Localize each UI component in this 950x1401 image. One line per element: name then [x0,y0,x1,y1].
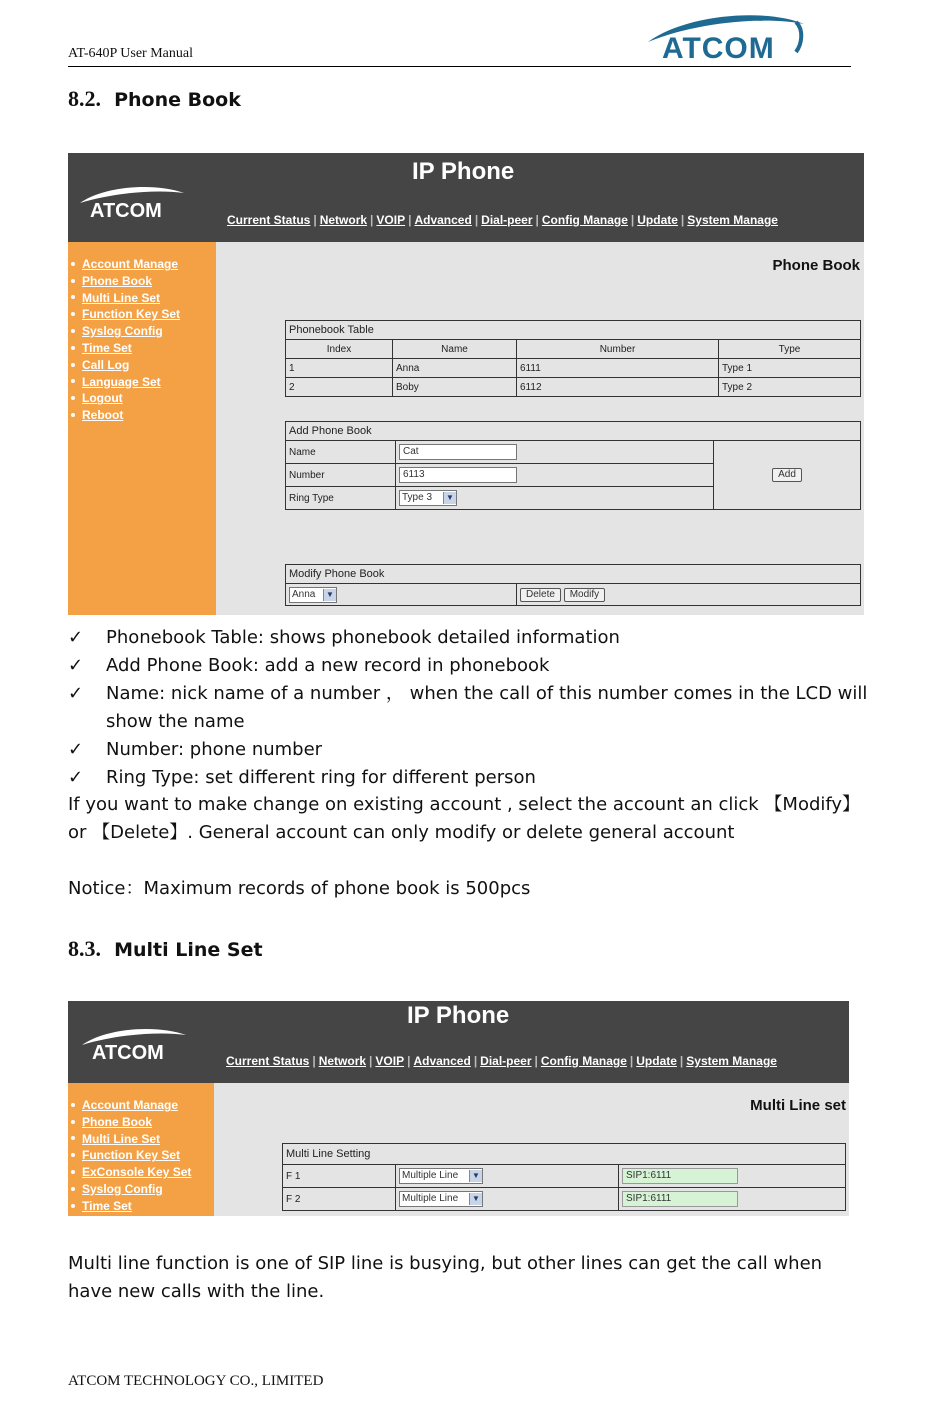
chevron-down-icon: ▼ [323,589,336,601]
add-button-cell [714,441,861,510]
sip-line-field[interactable]: SIP1:6111 [622,1191,738,1207]
bullet-icon [71,363,75,367]
entry-select[interactable] [289,587,337,603]
nav-update[interactable]: Update [636,1054,677,1068]
multi-line-caption: Multi Line Setting [283,1144,846,1165]
bullet-icon [71,413,75,417]
table-row[interactable] [286,378,861,397]
sidebar-item-account-manage[interactable]: Account Manage [68,256,216,273]
name-label: Name [286,441,396,464]
nav-separator: | [535,213,539,227]
bullet-icon [71,1120,75,1124]
name-input[interactable]: Cat [399,444,517,460]
bullet-icon [71,396,75,400]
modify-buttons-cell [517,584,861,606]
sidebar-item-phone-book[interactable]: Phone Book [68,1114,214,1131]
bullet-icon [71,329,75,333]
sidebar-item-phone-book[interactable]: Phone Book [68,273,216,290]
nav-separator: | [408,213,412,227]
bullet-icon [71,295,75,299]
brand-text: ATCOM [92,1042,164,1064]
nav-separator: | [679,1054,684,1068]
change-paragraph: If you want to make change on existing account , select the account an click 【Modify】or 【Delete】. General account can only modify or delete general account [68,794,861,843]
nav-separator: | [369,1054,373,1068]
ring-type-select[interactable] [399,490,457,506]
mode-cell [396,1188,619,1211]
sip-line-field[interactable]: SIP1:6111 [622,1168,738,1184]
nav-separator: | [534,1054,538,1068]
modify-button[interactable]: Modify [564,588,605,602]
section-title: Multi Line Set [114,939,263,961]
key-label: F 1 [283,1165,396,1188]
add-button[interactable]: Add [772,468,802,482]
sidebar-item-multi-line-set[interactable]: Multi Line Set [68,290,216,307]
multi-line-setting-table [282,1143,846,1211]
nav-voip[interactable]: VOIP [376,213,406,227]
ip-phone-title: IP Phone [412,158,515,185]
section-number: 8.3. [68,936,101,961]
sidebar-item-function-key-set[interactable]: Function Key Set [68,306,216,323]
sidebar-item-function-key-set[interactable]: Function Key Set [68,1147,214,1164]
cell-index: 1 [286,359,393,378]
cell-number: 6111 [517,359,719,378]
delete-button[interactable]: Delete [520,588,561,602]
nav-separator: | [473,1054,478,1068]
sidebar [68,242,216,615]
ring-type-value: Type 3 [402,492,433,503]
mode-cell [396,1165,619,1188]
add-phone-book-form [285,421,861,510]
top-nav [226,1054,777,1068]
ip-phone-title: IP Phone [407,1002,510,1029]
nav-update[interactable]: Update [637,213,678,227]
bullet-icon [71,279,75,283]
list-item-text: Phonebook Table: shows phonebook detailed information [106,627,620,648]
column-header-number: Number [517,340,719,359]
list-item-text: Add Phone Book: add a new record in phonebook [106,655,550,676]
add-form-caption: Add Phone Book [286,422,861,441]
phonebook-table-caption: Phonebook Table [286,321,861,340]
check-icon: ✓ [68,683,84,704]
bullet-icon [71,1187,75,1191]
modify-form-caption: Modify Phone Book [286,565,861,584]
list-item-text: Name: nick name of a number ， when the call of this number comes in the LCD will show the name [106,683,868,732]
nav-system-manage[interactable]: System Manage [687,213,778,227]
nav-separator: | [313,213,317,227]
sidebar-item-syslog-config[interactable]: Syslog Config [68,323,216,340]
table-row[interactable] [286,359,861,378]
logo-text: ATCOM [662,32,775,65]
nav-current-status[interactable]: Current Status [226,1054,310,1068]
bullet-icon [71,262,75,266]
chevron-down-icon: ▼ [469,1170,482,1182]
bullet-icon [71,312,75,316]
column-header-name: Name [393,340,517,359]
ring-type-label: Ring Type [286,487,396,510]
check-icon: ✓ [68,627,84,648]
list-item [68,652,868,680]
nav-separator: | [474,213,479,227]
section-title: Phone Book [114,89,241,111]
sidebar-item-exconsole-key-set[interactable]: ExConsole Key Set [68,1164,214,1181]
nav-separator: | [680,213,685,227]
nav-network[interactable]: Network [318,1054,367,1068]
multi-line-screenshot [68,1001,849,1216]
cell-name: Boby [393,378,517,397]
list-item [68,680,868,736]
list-item [68,624,868,652]
bullet-icon [71,1170,75,1174]
phonebook-table [285,320,861,397]
nav-separator: | [407,1054,411,1068]
sidebar-item-call-log[interactable]: Call Log [68,357,216,374]
modify-select-cell [286,584,517,606]
table-row [283,1188,846,1211]
sidebar-item-logout[interactable]: Logout [68,390,216,407]
sidebar-item-syslog-config[interactable]: Syslog Config [68,1181,214,1198]
key-label: F 2 [283,1188,396,1211]
check-icon: ✓ [68,739,84,760]
nav-separator: | [630,213,635,227]
bullet-icon [71,1153,75,1157]
line-mode-select[interactable] [399,1168,483,1184]
nav-advanced[interactable]: Advanced [414,213,472,227]
chevron-down-icon: ▼ [443,492,456,504]
bullet-icon [71,1136,75,1140]
column-header-type: Type [719,340,861,359]
ring-type-cell [396,487,714,510]
nav-current-status[interactable]: Current Status [227,213,311,227]
phone-book-screenshot [68,153,864,615]
section-heading-8-3 [68,936,263,962]
list-item-text: Number: phone number [106,739,323,760]
entry-select-value: Anna [292,588,316,600]
chevron-down-icon: ▼ [469,1193,482,1205]
sidebar [68,1083,214,1216]
cell-type: Type 1 [719,359,861,378]
nav-separator: | [370,213,374,227]
nav-dial-peer[interactable]: Dial-peer [481,213,533,227]
cell-type: Type 2 [719,378,861,397]
nav-config-manage[interactable]: Config Manage [540,1054,627,1068]
nav-advanced[interactable]: Advanced [413,1054,471,1068]
page-title: Multi Line set [750,1097,846,1114]
list-item-text: Ring Type: set different ring for different person [106,767,536,788]
bullet-icon [71,346,75,350]
column-header-index: Index [286,340,393,359]
bullet-icon [71,379,75,383]
multi-line-paragraph: Multi line function is one of SIP line is busying, but other lines can get the call when have new calls with the line. [68,1253,823,1302]
sidebar-item-time-set[interactable]: Time Set [68,1198,214,1215]
list-item [68,736,868,764]
section-number: 8.2. [68,86,101,111]
header-rule [68,66,851,67]
check-icon: ✓ [68,767,84,788]
document-header-title: AT-640P User Manual [68,46,193,61]
line-mode-value: Multiple Line [402,1193,459,1204]
bullet-icon [71,1204,75,1208]
atcom-logo [646,8,806,66]
check-icon: ✓ [68,655,84,676]
document-footer: ATCOM TECHNOLOGY CO., LIMITED [68,1373,324,1389]
line-mode-value: Multiple Line [402,1170,459,1181]
brand-text: ATCOM [90,200,162,222]
top-nav [227,213,778,227]
nav-network[interactable]: Network [319,213,368,227]
sidebar-item-multi-line-set[interactable]: Multi Line Set [68,1131,214,1148]
line-mode-select[interactable] [399,1191,483,1207]
line-cell [619,1188,846,1211]
sidebar-item-reboot[interactable]: Reboot [68,407,216,424]
number-input[interactable]: 6113 [399,467,517,483]
nav-separator: | [629,1054,634,1068]
table-header-row [286,340,861,359]
cell-index: 2 [286,378,393,397]
nav-system-manage[interactable]: System Manage [686,1054,777,1068]
sidebar-item-language-set[interactable]: Language Set [68,374,216,391]
section-heading-8-2 [68,86,241,112]
name-field-cell [396,441,714,464]
sidebar-item-account-manage[interactable]: Account Manage [68,1097,214,1114]
page-title: Phone Book [772,257,860,274]
number-label: Number [286,464,396,487]
nav-dial-peer[interactable]: Dial-peer [480,1054,532,1068]
nav-config-manage[interactable]: Config Manage [541,213,628,227]
feature-list [68,624,868,792]
bullet-icon [71,1103,75,1107]
sidebar-item-time-set[interactable]: Time Set [68,340,216,357]
number-field-cell [396,464,714,487]
nav-voip[interactable]: VOIP [375,1054,405,1068]
table-row [283,1165,846,1188]
line-cell [619,1165,846,1188]
cell-number: 6112 [517,378,719,397]
modify-phone-book-form [285,564,861,606]
cell-name: Anna [393,359,517,378]
list-item [68,764,868,792]
notice-paragraph: Notice：Maximum records of phone book is 500pcs [68,878,531,899]
nav-separator: | [312,1054,316,1068]
